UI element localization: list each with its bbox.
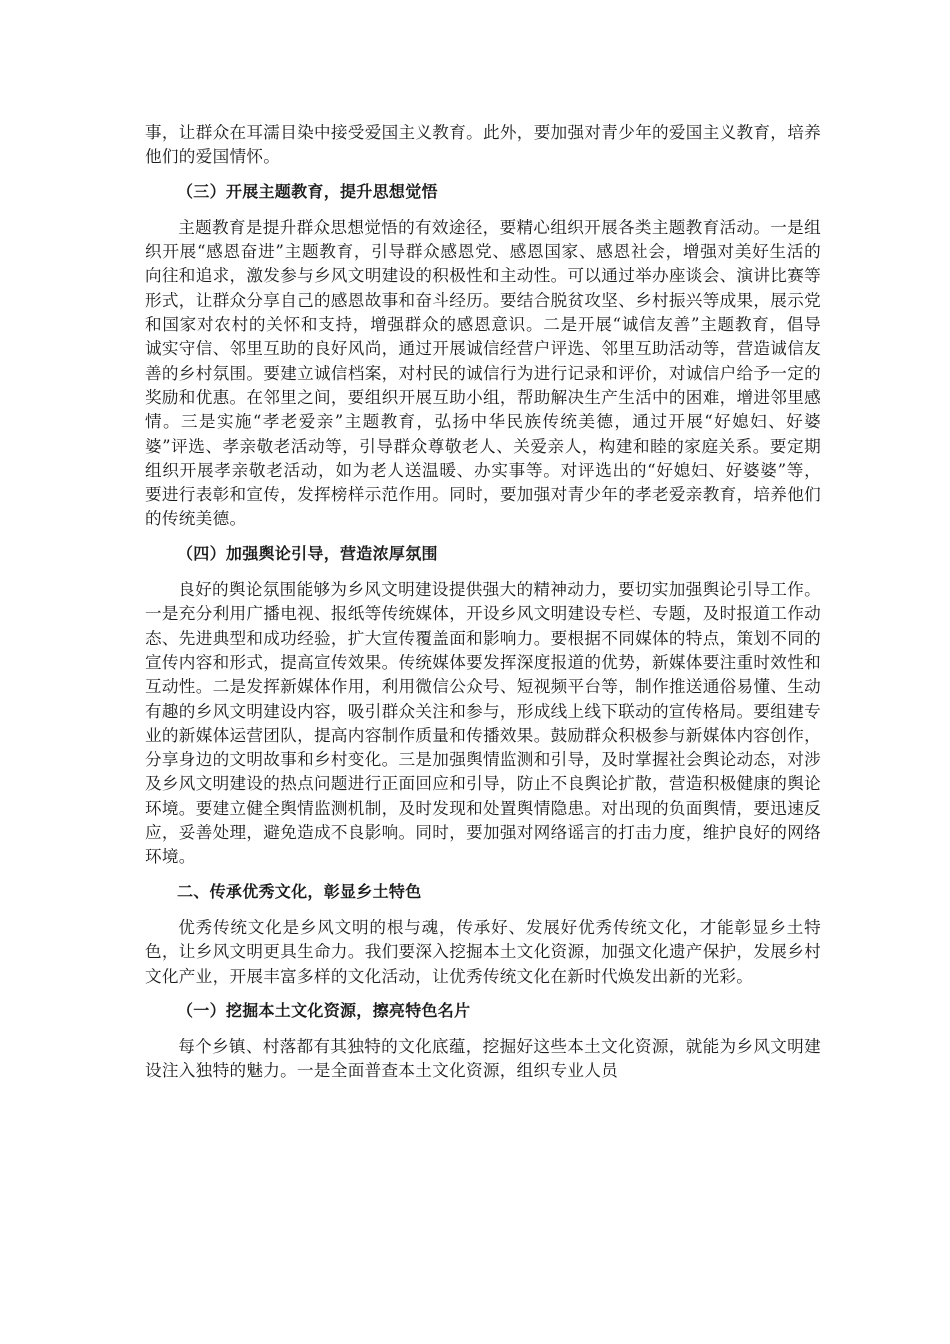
section-heading-1: （一）挖掘本土文化资源，擦亮特色名片 (177, 1000, 471, 1020)
body-paragraph: 优秀传统文化是乡风文明的根与魂，传承好、发展好优秀传统文化，才能彰显乡土特色，让乡风文明更具生命力。我们要深入挖掘本土文化资源，加强文化遗产保护，发展乡村文化产业，开展丰富多样的文化活动，让优秀传统文化在新时代焕发出新的光彩。 (145, 917, 821, 986)
chapter-heading-2: 二、传承优秀文化，彰显乡土特色 (177, 881, 422, 901)
section-heading-3: （三）开展主题教育，提升思想觉悟 (177, 181, 438, 201)
body-paragraph: 良好的舆论氛围能够为乡风文明建设提供强大的精神动力，要切实加强舆论引导工作。一是充分利用广播电视、报纸等传统媒体，开设乡风文明建设专栏、专题，及时报道工作动态、先进典型和成功经验，扩大宣传覆盖面和影响力。要根据不同媒体的特点，策划不同的宣传内容和形式，提高宣传效果。传统媒体要发挥深度报道的优势，新媒体要注重时效性和互动性。二是发挥新媒体作用，利用微信公众号、短视频平台等，制作推送通俗易懂、生动有趣的乡风文明建设内容，吸引群众关注和参与，形成线上线下联动的宣传格局。要组建专业的新媒体运营团队，提高内容制作质量和传播效果。鼓励群众积极参与新媒体内容创作，分享身边的文明故事和乡村变化。三是加强舆情监测和引导，及时掌握社会舆论动态，对涉及乡风文明建设的热点问题进行正面回应和引导，防止不良舆论扩散，营造积极健康的舆论环境。要建立健全舆情监测机制，及时发现和处置舆情隐患。对出现的负面舆情，要迅速反应，妥善处理，避免造成不良影响。同时，要加强对网络谣言的打击力度，维护良好的网络环境。 (145, 580, 821, 867)
body-paragraph-continuation: 事，让群众在耳濡目染中接受爱国主义教育。此外，要加强对青少年的爱国主义教育，培养他们的爱国情怀。 (145, 123, 821, 167)
body-paragraph: 主题教育是提升群众思想觉悟的有效途径，要精心组织开展各类主题教育活动。一是组织开展“感恩奋进”主题教育，引导群众感恩党、感恩国家、感恩社会，增强对美好生活的向往和追求，激发参与乡风文明建设的积极性和主动性。可以通过举办座谈会、演讲比赛等形式，让群众分享自己的感恩故事和奋斗经历。要结合脱贫攻坚、乡村振兴等成果，展示党和国家对农村的关怀和支持，增强群众的感恩意识。二是开展“诚信友善”主题教育，倡导诚实守信、邻里互助的良好风尚，通过开展诚信经营户评选、邻里互助活动等，营造诚信友善的乡村氛围。要建立诚信档案，对村民的诚信行为进行记录和评价，对诚信户给予一定的奖励和优惠。在邻里之间，要组织开展互助小组，帮助解决生产生活中的困难，增进邻里感情。三是实施“孝老爱亲”主题教育，弘扬中华民族传统美德，通过开展“好媳妇、好婆婆”评选、孝亲敬老活动等，引导群众尊敬老人、关爱亲人，构建和睦的家庭关系。要定期组织开展孝亲敬老活动，如为老人送温暖、办实事等。对评选出的“好媳妇、好婆婆”等，要进行表彰和宣传，发挥榜样示范作用。同时，要加强对青少年的孝老爱亲教育，培养他们的传统美德。 (145, 217, 821, 529)
document-page (145, 121, 821, 1094)
section-heading-4: （四）加强舆论引导，营造浓厚氛围 (177, 543, 438, 563)
body-paragraph: 每个乡镇、村落都有其独特的文化底蕴，挖掘好这些本土文化资源，就能为乡风文明建设注入独特的魅力。一是全面普查本土文化资源，组织专业人员 (145, 1037, 821, 1081)
